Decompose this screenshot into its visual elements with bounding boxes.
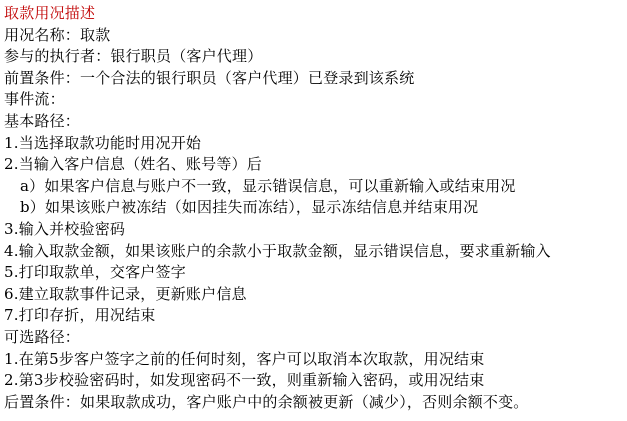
postcondition: 后置条件：如果取款成功，客户账户中的余额被更新（减少），否则余额不变。 [4, 392, 529, 411]
basic-step-2a: a）如果客户信息与账户不一致，显示错误信息，可以重新输入或结束用况 [20, 176, 516, 195]
event-flow-heading: 事件流： [4, 90, 65, 109]
basic-step-1: 1.当选择取款功能时用况开始 [4, 133, 202, 152]
alternate-path-heading: 可选路径： [4, 327, 81, 346]
basic-step-2: 2.当输入客户信息（姓名、账号等）后 [4, 155, 262, 174]
use-case-name: 用况名称：取款 [4, 25, 111, 44]
basic-path-heading: 基本路径： [4, 111, 81, 130]
basic-step-7: 7.打印存折，用况结束 [4, 306, 156, 325]
basic-step-4: 4.输入取款金额，如果该账户的余款小于取款金额，显示错误信息，要求重新输入 [4, 241, 551, 260]
alternate-step-2: 2.第3步校验密码时，如发现密码不一致，则重新输入密码，或用况结束 [4, 371, 485, 390]
alternate-step-1: 1.在第5步客户签字之前的任何时刻，客户可以取消本次取款，用况结束 [4, 349, 485, 368]
basic-step-3: 3.输入并校验密码 [4, 219, 126, 238]
actor: 参与的执行者：银行职员（客户代理） [4, 47, 263, 66]
basic-step-2b: b）如果该账户被冻结（如因挂失而冻结），显示冻结信息并结束用况 [20, 198, 479, 217]
document-title: 取款用况描述 [4, 4, 96, 22]
precondition: 前置条件：一个合法的银行职员（客户代理）已登录到该系统 [4, 68, 415, 87]
basic-step-5: 5.打印取款单，交客户签字 [4, 263, 186, 282]
use-case-document [4, 3, 624, 413]
basic-step-6: 6.建立取款事件记录，更新账户信息 [4, 284, 247, 303]
